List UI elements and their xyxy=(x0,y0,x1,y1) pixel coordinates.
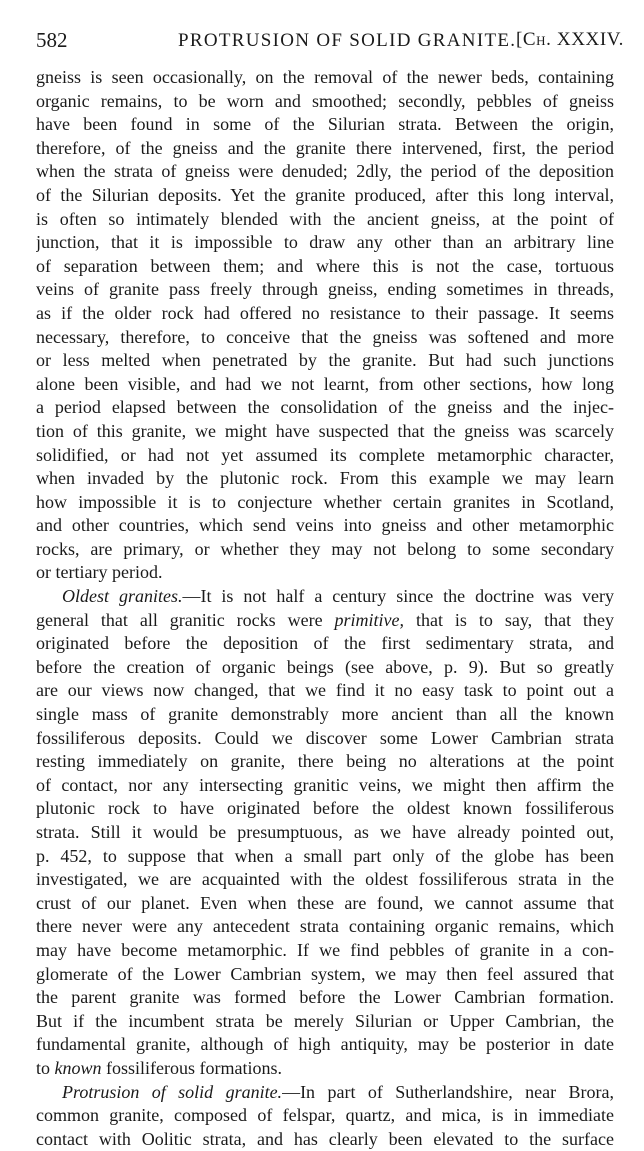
text-fragment: —In part of Sutherlandshire, near Brora, xyxy=(282,1081,614,1102)
text-fragment: —It is not half a century since the doctrine was very xyxy=(182,586,614,607)
section-heading-oldest-granites: Oldest granites. xyxy=(62,586,183,607)
body-text xyxy=(36,66,614,1151)
text-line: rocks, are primary, or whether they may not belong to some secondary xyxy=(36,538,614,559)
text-line: how impossible it is to conjecture whether certain granites in Scotland, xyxy=(36,491,614,512)
text-line: have been found in some of the Silurian strata. Between the origin, xyxy=(36,114,614,135)
text-line: tion of this granite, we might have suspected that the gneiss was scarcely xyxy=(36,420,614,441)
text-line: resting immediately on granite, there being no alterations at the point xyxy=(36,751,614,772)
text-line: p. 452, to suppose that when a small part only of the globe has been xyxy=(36,845,614,866)
text-line: the parent granite was formed before the Lower Cambrian formation. xyxy=(36,987,614,1008)
text-line: of the Silurian deposits. Yet the granite produced, after this long interval, xyxy=(36,184,614,205)
text-fragment: to xyxy=(36,1057,51,1078)
text-line: fossiliferous deposits. Could we discover some Lower Cambrian strata xyxy=(36,727,614,748)
chapter-reference: [Ch. XXXIV. xyxy=(515,29,624,50)
text-line: glomerate of the Lower Cambrian system, we may then feel assured that xyxy=(36,963,614,984)
text-line: therefore, of the gneiss and the granite there intervened, first, the period xyxy=(36,137,614,158)
running-title: PROTRUSION OF SOLID GRANITE. xyxy=(178,30,517,51)
text-line: investigated, we are acquainted with the oldest fossiliferous strata in the xyxy=(36,869,614,890)
text-line: plutonic rock to have originated before the oldest known fossiliferous xyxy=(36,798,614,819)
text-line: or tertiary period. xyxy=(36,562,163,583)
text-line: fundamental granite, although of high antiquity, may be posterior in date xyxy=(36,1034,614,1055)
text-line: contact with Oolitic strata, and has clearly been elevated to the surface xyxy=(36,1128,614,1149)
text-line: gneiss is seen occasionally, on the removal of the newer beds, containing xyxy=(36,67,614,87)
page-header xyxy=(36,28,624,54)
text-line: originated before the deposition of the first sedimentary strata, and xyxy=(36,633,614,654)
text-line: alone been visible, and had we not learnt, from other sections, how long xyxy=(36,373,614,394)
text-line: of contact, nor any intersecting granitic veins, we might then affirm the xyxy=(36,774,614,795)
italic-term-primitive: primitive, xyxy=(334,609,405,630)
text-line: when invaded by the plutonic rock. From this example we may learn xyxy=(36,468,614,489)
text-line: organic remains, to be worn and smoothed; secondly, pebbles of gneiss xyxy=(36,90,614,111)
text-line xyxy=(36,609,614,633)
page-number: 582 xyxy=(36,28,68,52)
text-line: a period elapsed between the consolidation of the gneiss and the injec- xyxy=(36,397,614,418)
text-line: are our views now changed, that we find it no easy task to point out a xyxy=(36,680,614,701)
text-line: before the creation of organic beings (see above, p. 9). But so greatly xyxy=(36,656,614,677)
section-protrusion-first-line xyxy=(36,1081,614,1105)
text-line: is often so intimately blended with the ancient gneiss, at the point of xyxy=(36,208,614,229)
text-fragment: general that all granitic rocks were xyxy=(36,609,323,630)
text-line: strata. Still it would be presumptuous, as we have already pointed out, xyxy=(36,822,614,842)
text-line: veins of granite pass freely through gneiss, ending sometimes in threads, xyxy=(36,279,614,300)
text-line: and other countries, which send veins into gneiss and other metamorphic xyxy=(36,515,614,536)
text-fragment: that is to say, that they xyxy=(416,609,614,630)
text-line: or less melted when penetrated by the granite. But had such junctions xyxy=(36,350,614,371)
section-oldest-granites-first-line xyxy=(36,585,614,609)
text-line: junction, that it is impossible to draw any other than an arbitrary line xyxy=(36,232,614,253)
italic-term-known: known xyxy=(54,1057,102,1078)
section-heading-protrusion: Protrusion of solid granite. xyxy=(62,1081,283,1102)
text-fragment: fossiliferous formations. xyxy=(106,1057,282,1078)
text-line: as if the older rock had offered no resistance to their passage. It seems xyxy=(36,302,614,323)
text-line: of separation between them; and where this is not the case, tortuous xyxy=(36,255,614,276)
text-line: when the strata of gneiss were denuded; 2dly, the period of the deposition xyxy=(36,161,614,182)
text-line: single mass of granite demonstrably more ancient than all the known xyxy=(36,704,614,725)
text-line: crust of our planet. Even when these are found, we cannot assume that xyxy=(36,892,614,913)
text-line: necessary, therefore, to conceive that the gneiss was softened and more xyxy=(36,326,614,347)
text-line: common granite, composed of felspar, quartz, and mica, is in immediate xyxy=(36,1105,614,1126)
text-line: solidified, or had not yet assumed its complete metamorphic character, xyxy=(36,444,614,465)
text-line: But if the incumbent strata be merely Silurian or Upper Cambrian, the xyxy=(36,1010,614,1031)
text-line: there never were any antecedent strata containing organic remains, which xyxy=(36,916,614,937)
text-line: may have become metamorphic. If we find pebbles of granite in a con- xyxy=(36,939,614,960)
text-line xyxy=(36,1057,614,1081)
